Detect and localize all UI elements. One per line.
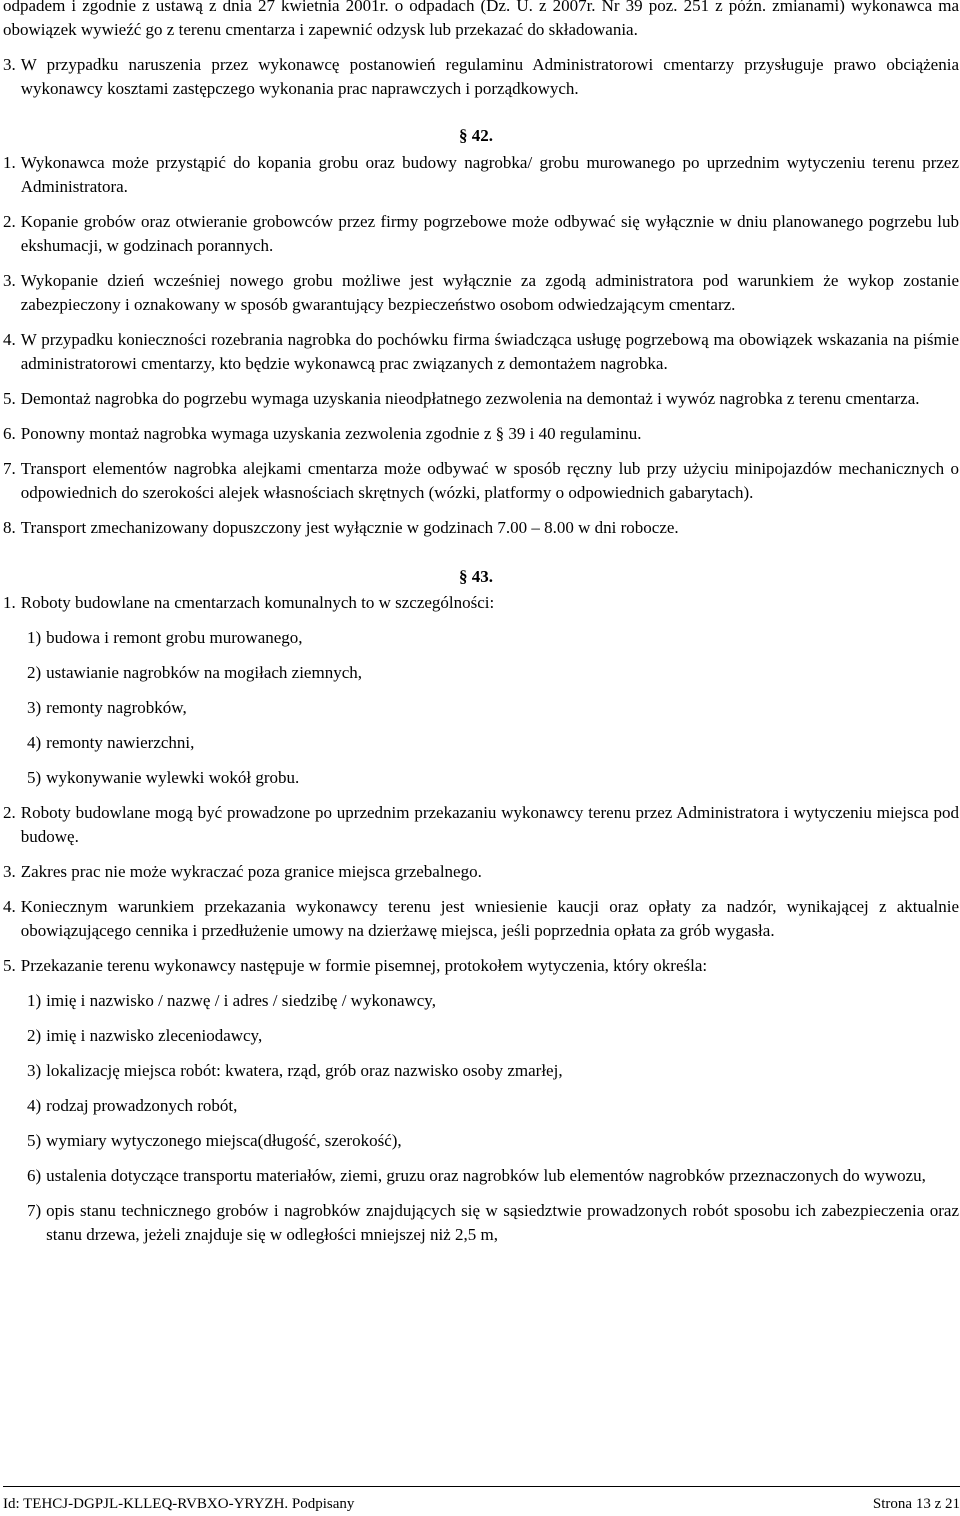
list-item	[3, 801, 959, 849]
item-number: 5.	[3, 956, 16, 975]
list-item	[3, 954, 959, 978]
item-text: Koniecznym warunkiem przekazania wykonawcy terenu jest wniesienie kaucji oraz opłaty za nadzór, wynikającej z aktualnie obowiązującego cennika i przedłużenie umowy na dzierżawę miejsca, jeśli poprzednia opłata za grób wygasła.	[20, 897, 959, 940]
item-number: 1)	[27, 991, 42, 1010]
item-number: 4)	[27, 1096, 42, 1115]
sublist-item	[3, 1024, 959, 1048]
item-text: remonty nawierzchni,	[46, 733, 195, 752]
item-text: lokalizację miejsca robót: kwatera, rząd, grób oraz nazwisko osoby zmarłej,	[46, 1061, 563, 1080]
sublist-item	[3, 1199, 959, 1247]
item-number: 5)	[27, 768, 42, 787]
item-number: 2)	[27, 663, 42, 682]
sublist-1	[3, 626, 959, 790]
item-number: 1.	[3, 593, 16, 612]
sublist-5	[3, 989, 959, 1247]
item-number: 2.	[3, 212, 16, 231]
item-text: Ponowny montaż nagrobka wymaga uzyskania zezwolenia zgodnie z § 39 i 40 regulaminu.	[20, 424, 642, 443]
item-text: Kopanie grobów oraz otwieranie grobowców przez firmy pogrzebowe może odbywać się wyłącznie w dniu planowanego pogrzebu lub ekshumacji, w godzinach porannych.	[20, 212, 959, 255]
list-item	[3, 328, 959, 376]
item-text: wymiary wytyczonego miejsca(długość, szerokość),	[46, 1131, 402, 1150]
item-number: 2)	[27, 1026, 42, 1045]
item-text: Demontaż nagrobka do pogrzebu wymaga uzyskania nieodpłatnego zezwolenia na demontaż i wywóz nagrobka z terenu cmentarza.	[20, 389, 920, 408]
list-item	[3, 269, 959, 317]
item-text: W przypadku naruszenia przez wykonawcę postanowień regulaminu Administratorowi cmentarzy przysługuje prawo obciążenia wykonawcy kosztami zastępczego wykonania prac naprawczych i porządkowych.	[20, 55, 959, 98]
section-43-heading: § 43.	[459, 567, 493, 586]
item-text: ustalenia dotyczące transportu materiałów, ziemi, gruzu oraz nagrobków lub elementów nagrobków przeznaczonych do wywozu,	[46, 1166, 926, 1185]
list-item	[3, 387, 959, 411]
item-text: Wykonawca może przystąpić do kopania grobu oraz budowy nagrobka/ grobu murowanego po uprzednim wytyczeniu terenu przez Administratora.	[20, 153, 959, 196]
item-text: Transport zmechanizowany dopuszczony jest wyłącznie w godzinach 7.00 – 8.00 w dni robocze.	[20, 518, 679, 537]
sublist-item	[3, 626, 959, 650]
sublist-item	[3, 1129, 959, 1153]
page-footer	[3, 1486, 960, 1513]
document-page	[3, 0, 959, 1247]
sublist-item	[3, 766, 959, 790]
item-number: 4.	[3, 897, 16, 916]
item-number: 3.	[3, 55, 16, 74]
item-text: rodzaj prowadzonych robót,	[46, 1096, 238, 1115]
section-42-heading: § 42.	[459, 126, 493, 145]
item-text: Transport elementów nagrobka alejkami cmentarza może odbywać w sposób ręczny lub przy użyciu minipojazdów mechanicznych o odpowiednich do szerokości alejek własnościach skrętnych (wózki, platformy o odpowiednich gabarytach).	[20, 459, 959, 502]
item-text: Roboty budowlane na cmentarzach komunalnych to w szczególności:	[20, 593, 495, 612]
item-number: 7)	[27, 1201, 42, 1220]
sublist-item	[3, 696, 959, 720]
sublist-item	[3, 1094, 959, 1118]
list-item	[3, 422, 959, 446]
sublist-item	[3, 989, 959, 1013]
item-text: ustawianie nagrobków na mogiłach ziemnych,	[46, 663, 362, 682]
item-text: W przypadku konieczności rozebrania nagrobka do pochówku firma świadcząca usługę pogrzebową ma obowiązek wskazania na piśmie administratorowi cmentarzy, kto będzie wykonawcą prac związanych z demontażem nagrobka.	[20, 330, 959, 373]
item-number: 5)	[27, 1131, 42, 1150]
paragraph-3	[3, 53, 959, 101]
sublist-item	[3, 1059, 959, 1083]
item-number: 6.	[3, 424, 16, 443]
item-number: 6)	[27, 1166, 42, 1185]
item-number: 7.	[3, 459, 16, 478]
item-text: budowa i remont grobu murowanego,	[46, 628, 303, 647]
item-text: remonty nagrobków,	[46, 698, 187, 717]
item-text: Wykopanie dzień wcześniej nowego grobu możliwe jest wyłącznie za zgodą administratora pod warunkiem że wykop zostanie zabezpieczony i oznakowany w sposób gwarantujący bezpieczeństwo osobom odwiedzającym cmentarz.	[20, 271, 959, 314]
sublist-item	[3, 1164, 959, 1188]
page-number: Strona 13 z 21	[872, 1496, 960, 1512]
item-number: 4.	[3, 330, 16, 349]
list-item	[3, 151, 959, 199]
item-text: Zakres prac nie może wykraczać poza granice miejsca grzebalnego.	[20, 862, 482, 881]
section-43-list	[3, 591, 959, 1247]
intro-paragraph: odpadem i zgodnie z ustawą z dnia 27 kwietnia 2001r. o odpadach (Dz. U. z 2007r. Nr 39 poz. 251 z późn. zmianami) wykonawca ma obowiązek wywieźć go z terenu cmentarza i zapewnić odzysk lub przekazać do składowania.	[3, 0, 959, 39]
list-item	[3, 860, 959, 884]
item-number: 3)	[27, 698, 42, 717]
item-number: 2.	[3, 803, 16, 822]
section-42-list	[3, 151, 959, 540]
item-text: wykonywanie wylewki wokół grobu.	[46, 768, 300, 787]
item-text: Przekazanie terenu wykonawcy następuje w formie pisemnej, protokołem wytyczenia, który określa:	[20, 956, 708, 975]
item-number: 8.	[3, 518, 16, 537]
list-item	[3, 457, 959, 505]
list-item	[3, 210, 959, 258]
item-text: Roboty budowlane mogą być prowadzone po uprzednim przekazaniu wykonawcy terenu przez Administratora i wytyczeniu miejsca pod budowę.	[20, 803, 959, 846]
item-text: imię i nazwisko / nazwę / i adres / siedzibę / wykonawcy,	[46, 991, 436, 1010]
list-item	[3, 591, 959, 615]
item-number: 3.	[3, 271, 16, 290]
item-text: opis stanu technicznego grobów i nagrobków znajdujących się w sąsiedztwie prowadzonych robót sposobu ich zabezpieczenia oraz stanu drzewa, jeżeli znajduje się w odległości mniejszej niż 2,5 m,	[46, 1201, 959, 1244]
item-number: 4)	[27, 733, 42, 752]
list-item	[3, 516, 959, 540]
item-number: 3)	[27, 1061, 42, 1080]
item-number: 1)	[27, 628, 42, 647]
item-number: 5.	[3, 389, 16, 408]
item-number: 3.	[3, 862, 16, 881]
item-text: imię i nazwisko zleceniodawcy,	[46, 1026, 263, 1045]
list-item	[3, 895, 959, 943]
item-number: 1.	[3, 153, 16, 172]
sublist-item	[3, 661, 959, 685]
sublist-item	[3, 731, 959, 755]
document-id: Id: TEHCJ-DGPJL-KLLEQ-RVBXO-YRYZH. Podpisany	[3, 1496, 355, 1512]
